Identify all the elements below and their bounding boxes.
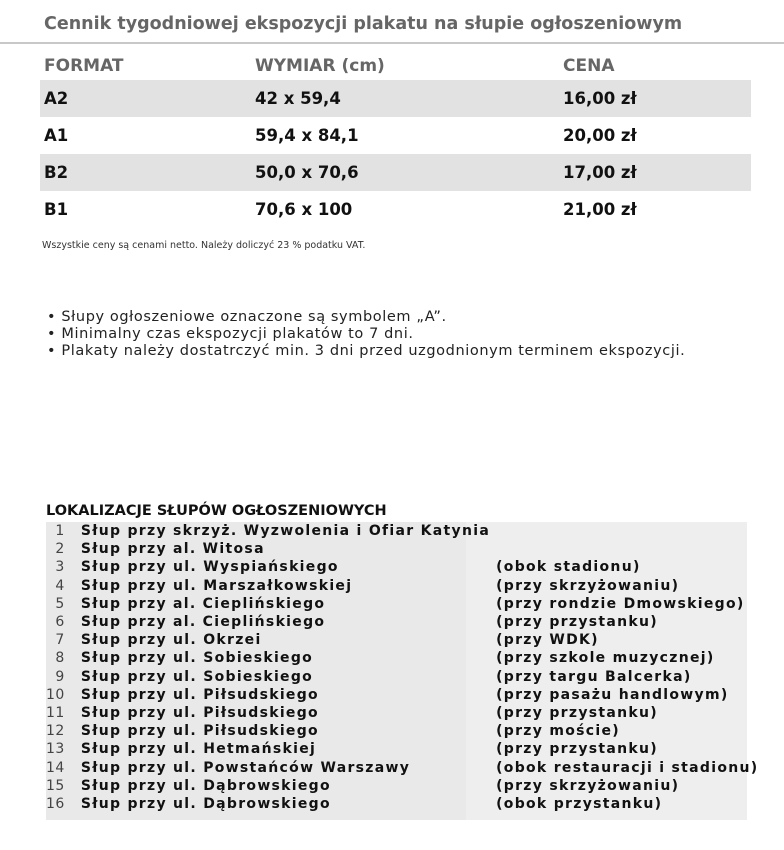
location-number: 12 xyxy=(46,723,65,740)
location-description: (przy szkole muzycznej) xyxy=(496,650,715,667)
location-row xyxy=(46,795,759,813)
location-number: 9 xyxy=(55,668,65,685)
location-name: Słup przy ul. Piłsudskiego xyxy=(80,704,319,721)
location-description: (przy przystanku) xyxy=(496,704,658,721)
location-row xyxy=(46,577,759,595)
location-name: Słup przy ul. Wyspiańskiego xyxy=(80,559,339,576)
price-row xyxy=(40,191,751,228)
dimensions-cell: 50,0 x 70,6 xyxy=(251,154,559,191)
location-number: 10 xyxy=(46,686,65,703)
location-number: 6 xyxy=(55,614,65,631)
dimensions-cell: 70,6 x 100 xyxy=(255,200,353,219)
price-row xyxy=(40,154,751,191)
location-row xyxy=(46,777,759,795)
location-name: Słup przy ul. Piłsudskiego xyxy=(80,686,319,703)
column-header-dimensions: WYMIAR (cm) xyxy=(255,56,385,76)
format-cell: A1 xyxy=(44,126,69,145)
location-name: Słup przy ul. Powstańców Warszawy xyxy=(80,759,411,776)
location-name: Słup przy al. Witosa xyxy=(80,541,265,558)
bullet-item: • Plakaty należy dostatrczyć min. 3 dni przed uzgodnionym terminem ekspozycji. xyxy=(47,343,685,360)
location-name: Słup przy ul. Sobieskiego xyxy=(80,668,314,685)
format-cell: B2 xyxy=(40,154,251,191)
dimensions-cell: 59,4 x 84,1 xyxy=(255,126,359,145)
location-name: Słup przy skrzyż. Wyzwolenia i Ofiar Katynia xyxy=(80,523,491,540)
bullet-item: • Minimalny czas ekspozycji plakatów to 7 dni. xyxy=(47,326,685,343)
location-row xyxy=(46,540,759,558)
location-description: (przy targu Balcerka) xyxy=(496,668,692,685)
location-name: Słup przy ul. Hetmańskiej xyxy=(80,741,317,758)
location-description: (przy przystanku) xyxy=(496,741,658,758)
location-row xyxy=(46,758,759,776)
price-cell: 21,00 zł xyxy=(563,200,637,219)
price-cell: 17,00 zł xyxy=(559,154,751,191)
location-description: (przy skrzyżowaniu) xyxy=(496,577,680,594)
title-divider xyxy=(0,42,784,44)
location-row xyxy=(46,668,759,686)
location-number: 3 xyxy=(55,559,65,576)
location-number: 7 xyxy=(55,632,65,649)
location-number: 1 xyxy=(55,523,65,540)
dimensions-cell: 42 x 59,4 xyxy=(251,80,559,117)
location-description: (przy WDK) xyxy=(496,632,599,649)
column-header-format: FORMAT xyxy=(44,56,124,76)
location-row xyxy=(46,631,759,649)
location-description: (obok stadionu) xyxy=(496,559,641,576)
location-row xyxy=(46,722,759,740)
location-number: 15 xyxy=(46,777,65,794)
location-name: Słup przy ul. Okrzei xyxy=(80,632,262,649)
location-number: 11 xyxy=(46,704,65,721)
location-description: (przy moście) xyxy=(496,723,620,740)
price-cell: 20,00 zł xyxy=(563,126,637,145)
location-name: Słup przy ul. Sobieskiego xyxy=(80,650,314,667)
location-description: (przy przystanku) xyxy=(496,614,658,631)
column-header-price: CENA xyxy=(563,56,615,76)
location-number: 13 xyxy=(46,741,65,758)
location-row xyxy=(46,613,759,631)
location-name: Słup przy ul. Marszałkowskiej xyxy=(80,577,353,594)
locations-heading: LOKALIZACJE SŁUPÓW OGŁOSZENIOWYCH xyxy=(46,503,387,519)
location-number: 8 xyxy=(55,650,65,667)
format-cell: A2 xyxy=(40,80,251,117)
location-description: (obok restauracji i stadionu) xyxy=(496,759,759,776)
location-description: (przy pasażu handlowym) xyxy=(496,686,729,703)
location-description: (przy rondzie Dmowskiego) xyxy=(496,595,745,612)
location-description: (przy skrzyżowaniu) xyxy=(496,777,680,794)
location-number: 14 xyxy=(46,759,65,776)
location-number: 4 xyxy=(55,577,65,594)
page-title: Cennik tygodniowej ekspozycji plakatu na słupie ogłoszeniowym xyxy=(44,14,683,34)
price-cell: 16,00 zł xyxy=(559,80,751,117)
location-row xyxy=(46,740,759,758)
location-row xyxy=(46,704,759,722)
price-table-header-row xyxy=(40,52,751,80)
price-row xyxy=(40,80,751,117)
location-name: Słup przy ul. Dąbrowskiego xyxy=(80,777,331,794)
locations-table xyxy=(46,522,759,813)
info-bullet-list xyxy=(47,309,685,360)
location-name: Słup przy ul. Dąbrowskiego xyxy=(80,795,331,812)
location-description: (obok przystanku) xyxy=(496,795,663,812)
bullet-item: • Słupy ogłoszeniowe oznaczone są symbolem „A”. xyxy=(47,309,685,326)
location-row xyxy=(46,595,759,613)
location-name: Słup przy al. Cieplińskiego xyxy=(80,614,326,631)
location-name: Słup przy ul. Piłsudskiego xyxy=(80,723,319,740)
location-description xyxy=(490,522,758,540)
price-row xyxy=(40,117,751,154)
location-number: 5 xyxy=(55,595,65,612)
location-row xyxy=(46,522,759,540)
location-row xyxy=(46,649,759,667)
location-description xyxy=(490,540,758,558)
format-cell: B1 xyxy=(44,200,69,219)
vat-note: Wszystkie ceny są cenami netto. Należy doliczyć 23 % podatku VAT. xyxy=(42,240,366,251)
price-table xyxy=(40,52,751,228)
location-number: 16 xyxy=(46,795,65,812)
location-row xyxy=(46,686,759,704)
location-row xyxy=(46,558,759,576)
location-name: Słup przy al. Cieplińskiego xyxy=(80,595,326,612)
location-number: 2 xyxy=(55,541,65,558)
